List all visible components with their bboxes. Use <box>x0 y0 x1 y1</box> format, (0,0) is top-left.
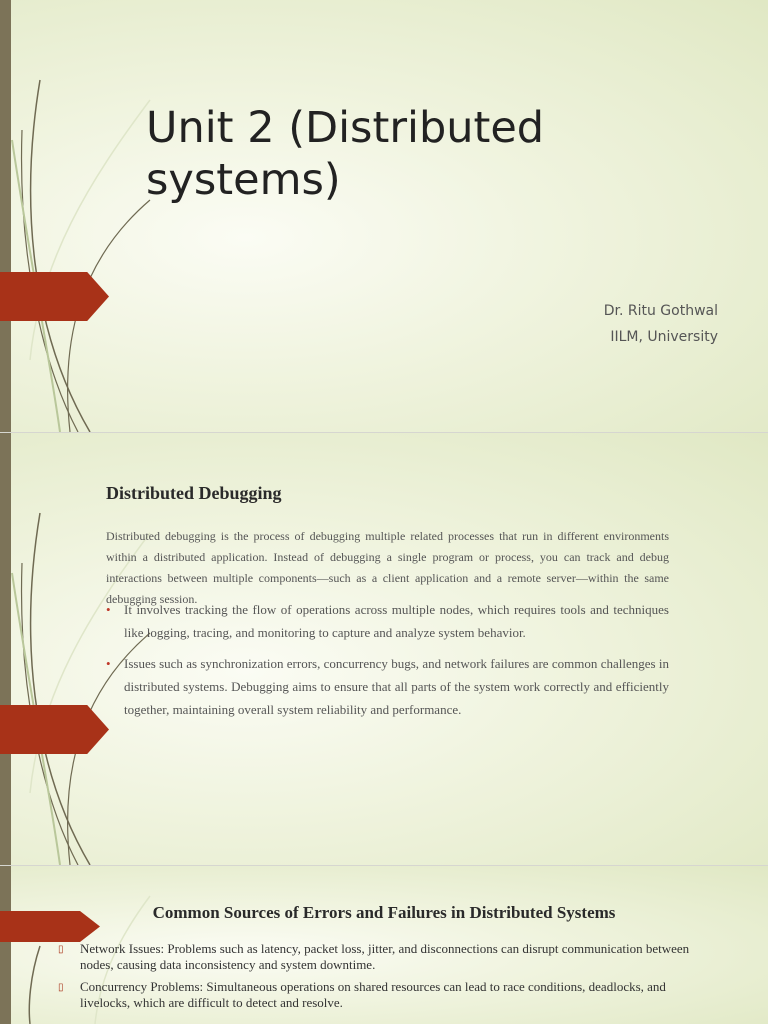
author-affiliation: IILM, University <box>610 329 718 345</box>
list-item <box>106 652 669 721</box>
list-item-text: Issues such as synchronization errors, concurrency bugs, and network failures are common challenges in distributed systems. Debugging aims to ensure that all parts of the system work correctly and efficiently together, maintaining overall system reliability and performance. <box>124 656 669 717</box>
title-slide <box>0 0 768 432</box>
list-item <box>58 941 698 973</box>
list-item-text: Concurrency Problems: Simultaneous operations on shared resources can lead to race conditions, deadlocks, and livelocks, which are difficult to detect and resolve. <box>80 979 666 1010</box>
list-item-text: Network Issues: Problems such as latency, packet loss, jitter, and disconnections can disrupt communication between nodes, causing data inconsistency and system downtime. <box>80 941 690 972</box>
bullet-list <box>106 598 669 729</box>
slide-edge-bar <box>0 433 11 865</box>
red-arrow-tab <box>0 705 109 754</box>
debugging-slide <box>0 433 768 865</box>
list-item <box>106 598 669 644</box>
square-bullet-icon: ▯ <box>58 982 64 993</box>
list-item <box>58 979 698 1011</box>
slide-heading: Common Sources of Errors and Failures in Distributed Systems <box>152 903 616 922</box>
slide-title: Unit 2 (Distributed systems) <box>146 103 545 205</box>
intro-paragraph: Distributed debugging is the process of debugging multiple related processes that run in different environments within a distributed application. Instead of debugging a single program or process, you can track and debug interactions between multiple components—such as a client application and a remote server—within the same debugging session. <box>106 529 669 606</box>
author-name: Dr. Ritu Gothwal <box>603 303 718 319</box>
decorative-swoosh <box>0 0 160 432</box>
square-bullet-icon: ▯ <box>58 944 64 955</box>
slide-edge-bar <box>0 0 11 432</box>
bullet-icon: • <box>106 656 111 671</box>
slide-edge-bar <box>0 866 11 1024</box>
errors-slide <box>0 866 768 1024</box>
bullet-icon: • <box>106 602 111 617</box>
list-item-text: It involves tracking the flow of operations across multiple nodes, which requires tools and techniques like logging, tracing, and monitoring to capture and analyze system behavior. <box>124 602 669 640</box>
red-arrow-tab <box>0 272 109 321</box>
slide-heading: Distributed Debugging <box>106 483 282 503</box>
error-source-list <box>58 941 698 1017</box>
